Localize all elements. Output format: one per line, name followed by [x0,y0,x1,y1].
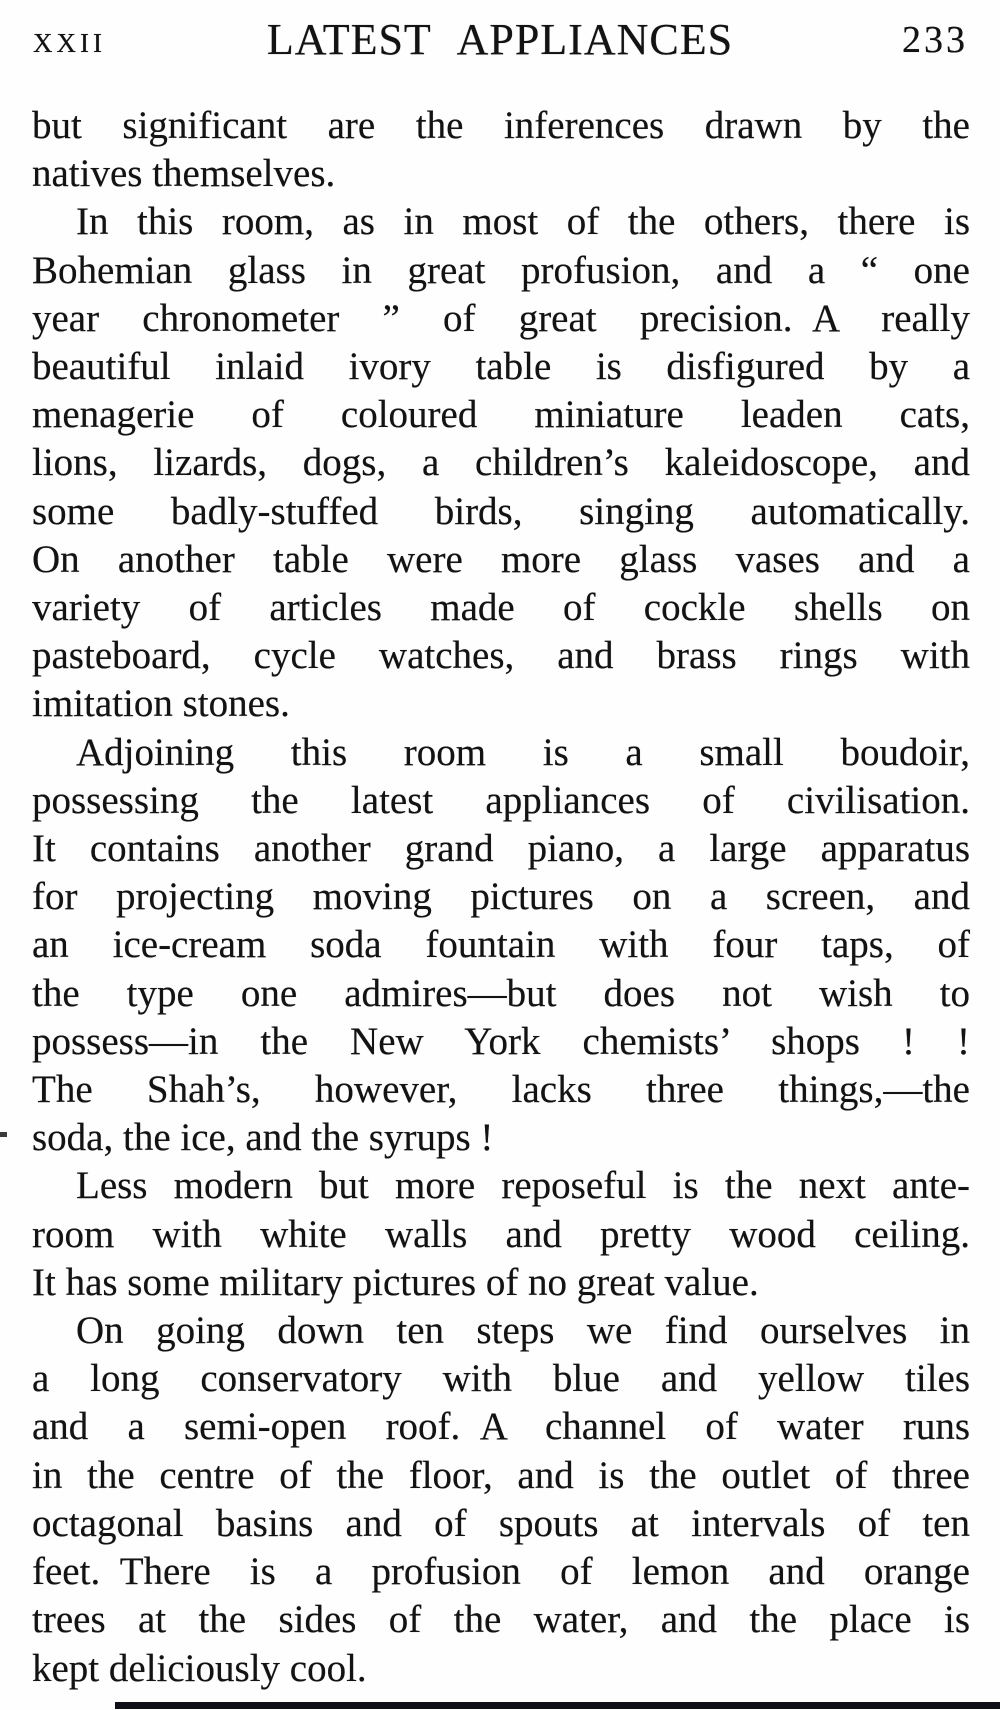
text-line: soda, the ice, and the syrups ! [32,1116,494,1160]
text-line: menagerie of coloured miniature leaden cats, [32,393,970,437]
running-title: LATEST APPLIANCES [266,15,734,64]
text-line: imitation stones. [32,682,290,726]
text-line: year chronometer ” of great precision. A really [32,296,970,340]
text-line: an ice-cream soda fountain with four taps, of [32,923,970,967]
text-line: the type one admires—but does not wish to [32,971,970,1015]
text-line: but significant are the inferences drawn by the [32,104,970,147]
paragraph [32,1162,970,1307]
text-line: feet. There is a profusion of lemon and orange [32,1550,970,1594]
text-line: possessing the latest appliances of civilisation. [32,778,970,822]
text-line: natives themselves. [32,152,336,196]
text-line: trees at the sides of the water, and the place is [32,1598,970,1642]
text-line: It contains another grand piano, a large apparatus [32,827,970,871]
text-line: in the centre of the floor, and is the outlet of three [32,1453,970,1497]
text-line: octagonal basins and of spouts at intervals of ten [32,1501,970,1545]
running-head [0,0,1000,88]
text-line: The Shah’s, however, lacks three things,—the [32,1068,970,1112]
text-line: kept deliciously cool. [32,1646,367,1690]
text-line: Less modern but more reposeful is the next ante- [76,1164,970,1208]
scan-tick-artifact [0,1132,7,1137]
text-line: It has some military pictures of no great value. [32,1260,759,1304]
text-line: Bohemian glass in great profusion, and a “ one [32,248,970,292]
text-line: On another table were more glass vases and a [32,537,970,581]
paragraph [32,1307,970,1693]
paragraph [32,102,970,198]
page-number: 233 [902,19,968,61]
paragraph [32,198,970,728]
text-line: a long conservatory with blue and yellow tiles [32,1357,970,1401]
text-line: beautiful inlaid ivory table is disfigured by a [32,345,970,389]
text-line: variety of articles made of cockle shells on [32,586,970,630]
text-block [0,102,1000,1693]
text-line: for projecting moving pictures on a screen, and [32,875,970,919]
text-line: On going down ten steps we find ourselves in [76,1309,970,1353]
text-line: and a semi-open roof. A channel of water runs [32,1405,970,1449]
text-line: possess—in the New York chemists’ shops ! ! [32,1019,970,1063]
text-line: pasteboard, cycle watches, and brass rings with [32,634,970,678]
scan-edge-artifact [115,1702,1000,1709]
text-line: In this room, as in most of the others, there is [76,200,970,244]
text-line: room with white walls and pretty wood ceiling. [32,1212,970,1256]
paragraph [32,729,970,1163]
text-line: Adjoining this room is a small boudoir, [76,730,970,774]
text-line: some badly-stuffed birds, singing automatically. [32,489,970,533]
chapter-numeral: XXII [33,28,106,58]
text-line: lions, lizards, dogs, a children’s kaleidoscope, and [32,441,970,485]
